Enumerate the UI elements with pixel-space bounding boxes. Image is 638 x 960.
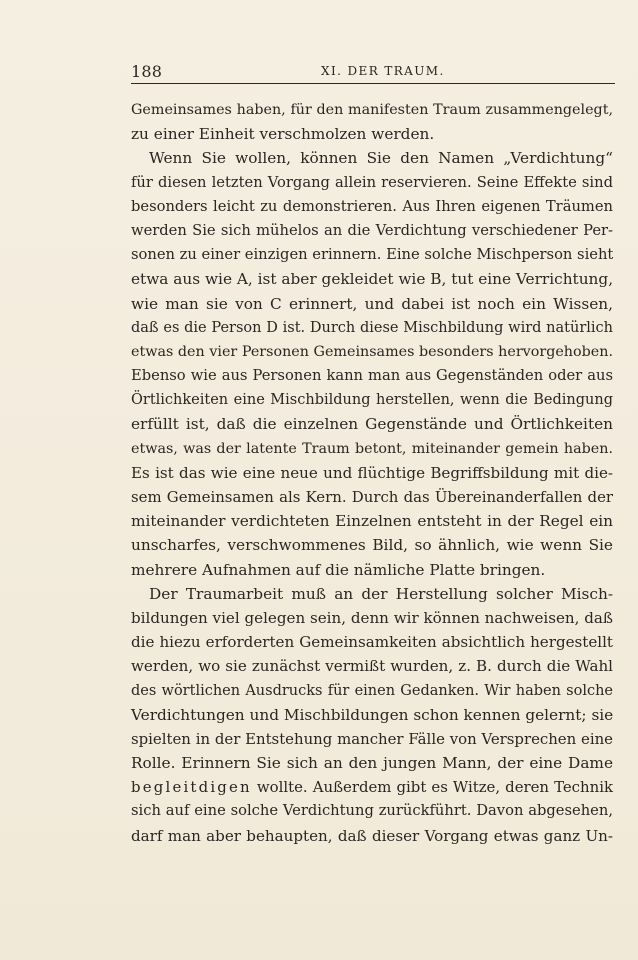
text-line [131, 775, 613, 799]
text-line: spielten in der Entstehung mancher Fälle von Versprechen eine [131, 729, 613, 748]
text-line: Verdichtungen und Mischbildungen schon kennen gelernt; sie [131, 705, 614, 724]
text-line: besonders leicht zu demonstrieren. Aus Ihren eigenen Träumen [131, 197, 613, 215]
page-header [131, 62, 615, 86]
text-line: wie man sie von C erinnert, und dabei ist noch ein Wissen, [131, 294, 613, 313]
text-line: Der Traumarbeit muß an der Herstellung solcher Misch- [149, 584, 613, 603]
text-line: für diesen letzten Vorgang allein reservieren. Seine Effekte sind [131, 173, 613, 191]
text-fragment: wollte. Außerdem gibt es Witze, deren Technik [251, 778, 613, 797]
text-line: werden Sie sich mühelos an die Verdichtung verschiedener Per- [131, 221, 613, 239]
body-text [131, 98, 613, 848]
spaced-emphasis-word: begleitdigen [131, 778, 252, 797]
text-line: Rolle. Erinnern Sie sich an den jungen Mann, der eine Dame [131, 754, 613, 773]
text-line: bildungen viel gelegen sein, denn wir können nachweisen, daß [131, 608, 613, 627]
text-line: sonen zu einer einzigen erinnern. Eine solche Mischperson sieht [131, 246, 614, 264]
text-line: darf man aber behaupten, daß dieser Vorgang etwas ganz Un- [131, 826, 613, 845]
text-line: Gemeinsames haben, für den manifesten Traum zusammengelegt, [131, 102, 613, 118]
text-line: erfüllt ist, daß die einzelnen Gegenstände und Örtlichkeiten [131, 415, 613, 434]
text-line: zu einer Einheit verschmolzen werden. [131, 125, 435, 144]
text-line: sem Gemeinsamen als Kern. Durch das Übereinanderfallen der [131, 488, 613, 506]
text-line: werden, wo sie zunächst vermißt wurden, z. B. durch die Wahl [131, 657, 613, 676]
header-rule [131, 83, 615, 84]
page-number: 188 [131, 62, 163, 81]
text-line: Es ist das wie eine neue und flüchtige Begriffsbildung mit die- [131, 463, 613, 482]
text-line: Wenn Sie wollen, können Sie den Namen „Verdichtung“ [149, 149, 613, 168]
text-line: miteinander verdichteten Einzelnen entsteht in der Regel ein [131, 512, 613, 531]
text-line: des wörtlichen Ausdrucks für einen Gedanken. Wir haben solche [131, 682, 613, 699]
text-line: sich auf eine solche Verdichtung zurückführt. Davon abgesehen, [131, 802, 613, 820]
text-line: die hiezu erforderten Gemeinsamkeiten absichtlich hergestellt [131, 633, 613, 652]
text-line: etwa aus wie A, ist aber gekleidet wie B, tut eine Verrichtung, [131, 270, 614, 289]
text-line: etwas den vier Personen Gemeinsames besonders hervorgehoben. [131, 343, 613, 360]
text-line: daß es die Person D ist. Durch diese Mischbildung wird natürlich [131, 319, 613, 336]
text-line: Ebenso wie aus Personen kann man aus Gegenständen oder aus [131, 367, 613, 385]
text-line: unscharfes, verschwommenes Bild, so ähnlich, wie wenn Sie [131, 536, 613, 555]
text-line: etwas, was der latente Traum betont, miteinander gemein haben. [131, 440, 613, 457]
text-line: mehrere Aufnahmen auf die nämliche Platte bringen. [131, 560, 546, 579]
text-line: Örtlichkeiten eine Mischbildung herstellen, wenn die Bedingung [131, 392, 613, 409]
running-head: XI. DER TRAUM. [321, 64, 445, 78]
